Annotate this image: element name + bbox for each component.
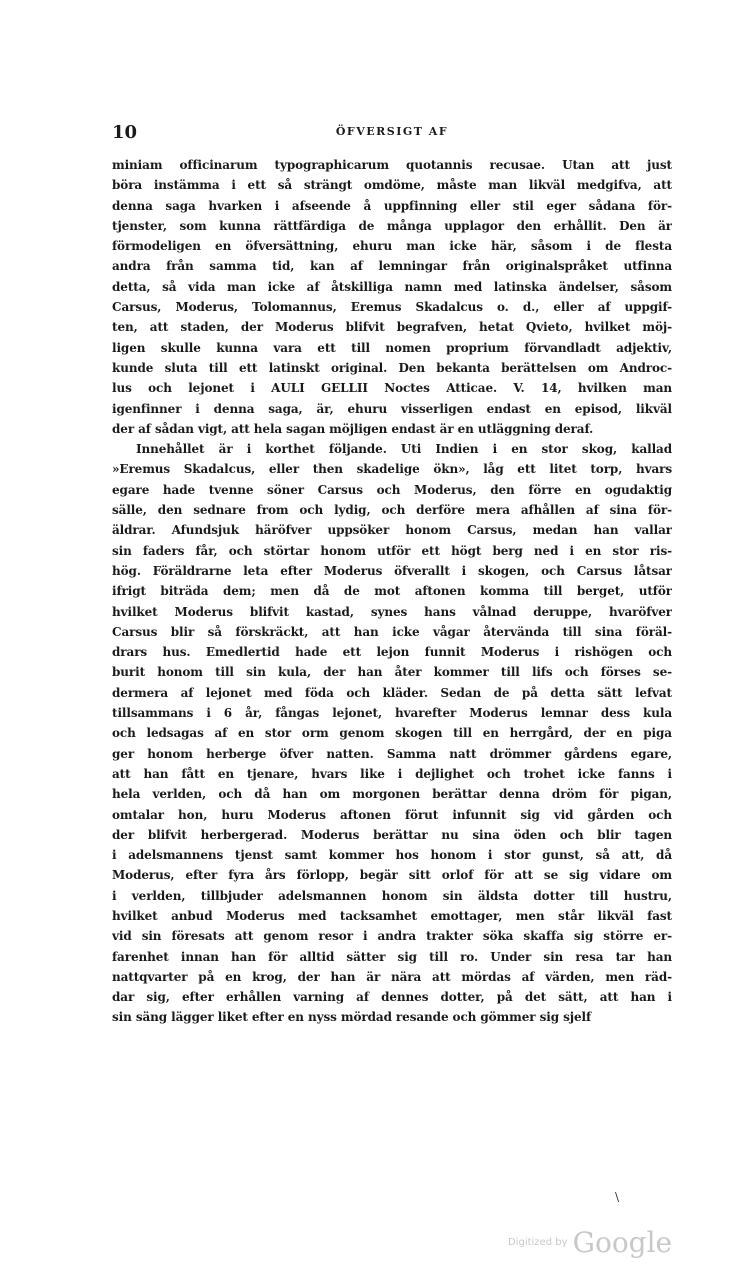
text-line: i verlden, tillbjuder adelsmannen honom sin äldsta dotter till hustru, — [112, 888, 672, 903]
text-line: detta, så vida man icke af åtskilliga namn med latinska ändelser, såsom — [112, 279, 672, 294]
text-line: der af sådan vigt, att hela sagan möjligen endast är en utläggning deraf. — [112, 421, 594, 436]
text-line: hvilket anbud Moderus med tacksamhet emottager, men står likväl fast — [112, 908, 672, 923]
text-line: miniam officinarum typographicarum quotannis recusae. Utan att just — [112, 158, 672, 172]
text-line: lus och lejonet i AULI GELLII Noctes Atticae. V. 14, hvilken man — [112, 381, 672, 396]
text-line: »Eremus Skadalcus, eller then skadelige ökn», låg ett litet torp, hvars — [112, 462, 672, 477]
text-line: nattqvarter på en krog, der han är nära att mördas af värden, men räd- — [112, 969, 672, 984]
stray-mark: \ — [615, 1190, 620, 1204]
text-line: böra instämma i ett så strängt omdöme, måste man likväl medgifva, att — [112, 178, 672, 193]
text-line: ten, att staden, der Moderus blifvit begrafven, hetat Qvieto, hvilket möj- — [112, 320, 672, 335]
text-line: ger honom herberge öfver natten. Samma natt drömmer gårdens egare, — [112, 746, 672, 761]
text-line: tjenster, som kunna rättfärdiga de många upplagor den erhållit. Den är — [112, 218, 672, 233]
text-line: kunde sluta till ett latinskt original. Den bekanta berättelsen om Androc- — [112, 360, 672, 375]
text-line: Carsus blir så förskräckt, att han icke vågar återvända till sina föräl- — [112, 624, 672, 639]
paragraph — [112, 439, 672, 1028]
text-line: Carsus, Moderus, Tolomannus, Eremus Skadalcus o. d., eller af uppgif- — [112, 300, 672, 315]
text-line: drars hus. Emedlertid hade ett lejon funnit Moderus i rishögen och — [112, 645, 672, 660]
text-line: Moderus, efter fyra års förlopp, begär sitt orlof för att se sig vidare om — [112, 868, 672, 883]
text-line: hela verlden, och då han om morgonen berättar denna dröm för pigan, — [112, 787, 672, 802]
text-line: burit honom till sin kula, der han åter kommer till lifs och förses se- — [112, 665, 672, 680]
text-line: farenhet innan han för alltid sätter sig till ro. Under sin resa tar han — [112, 949, 672, 964]
paragraph — [112, 155, 672, 439]
digitized-watermark — [508, 1226, 672, 1266]
text-line: sälle, den sednare from och lydig, och derföre mera afhållen af sina för- — [112, 503, 672, 518]
text-line: äldrar. Afundsjuk häröfver uppsöker honom Carsus, medan han vallar — [112, 523, 672, 538]
text-line: ligen skulle kunna vara ett till nomen proprium förvandladt adjektiv, — [112, 340, 672, 355]
text-line: hög. Föräldrarne leta efter Moderus öfverallt i skogen, och Carsus låtsar — [112, 563, 672, 578]
text-line: der blifvit herbergerad. Moderus berättar nu sina öden och blir tagen — [112, 827, 672, 842]
text-line: sin faders får, och störtar honom utför ett högt berg ned i en stor ris- — [112, 543, 672, 558]
text-line: omtalar hon, huru Moderus aftonen förut infunnit sig vid gården och — [112, 807, 672, 822]
text-line: dar sig, efter erhållen varning af dennes dotter, på det sätt, att han i — [112, 990, 672, 1005]
text-line: i adelsmannens tjenst samt kommer hos honom i stor gunst, så att, då — [112, 848, 672, 863]
body-text — [112, 155, 672, 1028]
google-logo: Google — [572, 1226, 673, 1259]
text-line: ifrigt biträda dem; men då de mot aftonen komma till berget, utför — [112, 584, 672, 599]
text-line: igenfinner i denna saga, är, ehuru visserligen endast en episod, likväl — [112, 401, 672, 416]
text-line: att han fått en tjenare, hvars like i dejlighet och trohet icke fanns i — [112, 766, 672, 781]
text-line: hvilket Moderus blifvit kastad, synes hans vålnad deruppe, hvaröfver — [112, 604, 672, 619]
text-line: sin säng lägger liket efter en nyss mördad resande och gömmer sig sjelf — [112, 1010, 592, 1025]
watermark-prefix: Digitized by — [508, 1237, 568, 1248]
running-head: ÖFVERSIGT AF — [335, 125, 449, 138]
text-line: egare hade tvenne söner Carsus och Moderus, den förre en ogudaktig — [112, 482, 672, 497]
text-line: och ledsagas af en stor orm genom skogen till en herrgård, der en piga — [112, 726, 672, 741]
page-number: 10 — [112, 122, 138, 143]
text-line: dermera af lejonet med föda och kläder. Sedan de på detta sätt lefvat — [112, 685, 672, 700]
text-line: Innehållet är i korthet följande. Uti Indien i en stor skog, kallad — [136, 442, 672, 457]
page-header — [112, 122, 672, 146]
text-line: denna saga hvarken i afseende å uppfinning eller stil eger sådana för- — [112, 198, 672, 213]
text-line: vid sin föresats att genom resor i andra trakter söka skaffa sig större er- — [112, 929, 672, 944]
text-line: andra från samma tid, kan af lemningar från originalspråket utfinna — [112, 259, 672, 274]
text-line: förmodeligen en öfversättning, ehuru man icke här, såsom i de flesta — [112, 239, 672, 254]
text-line: tillsammans i 6 år, fångas lejonet, hvarefter Moderus lemnar dess kula — [112, 706, 672, 721]
